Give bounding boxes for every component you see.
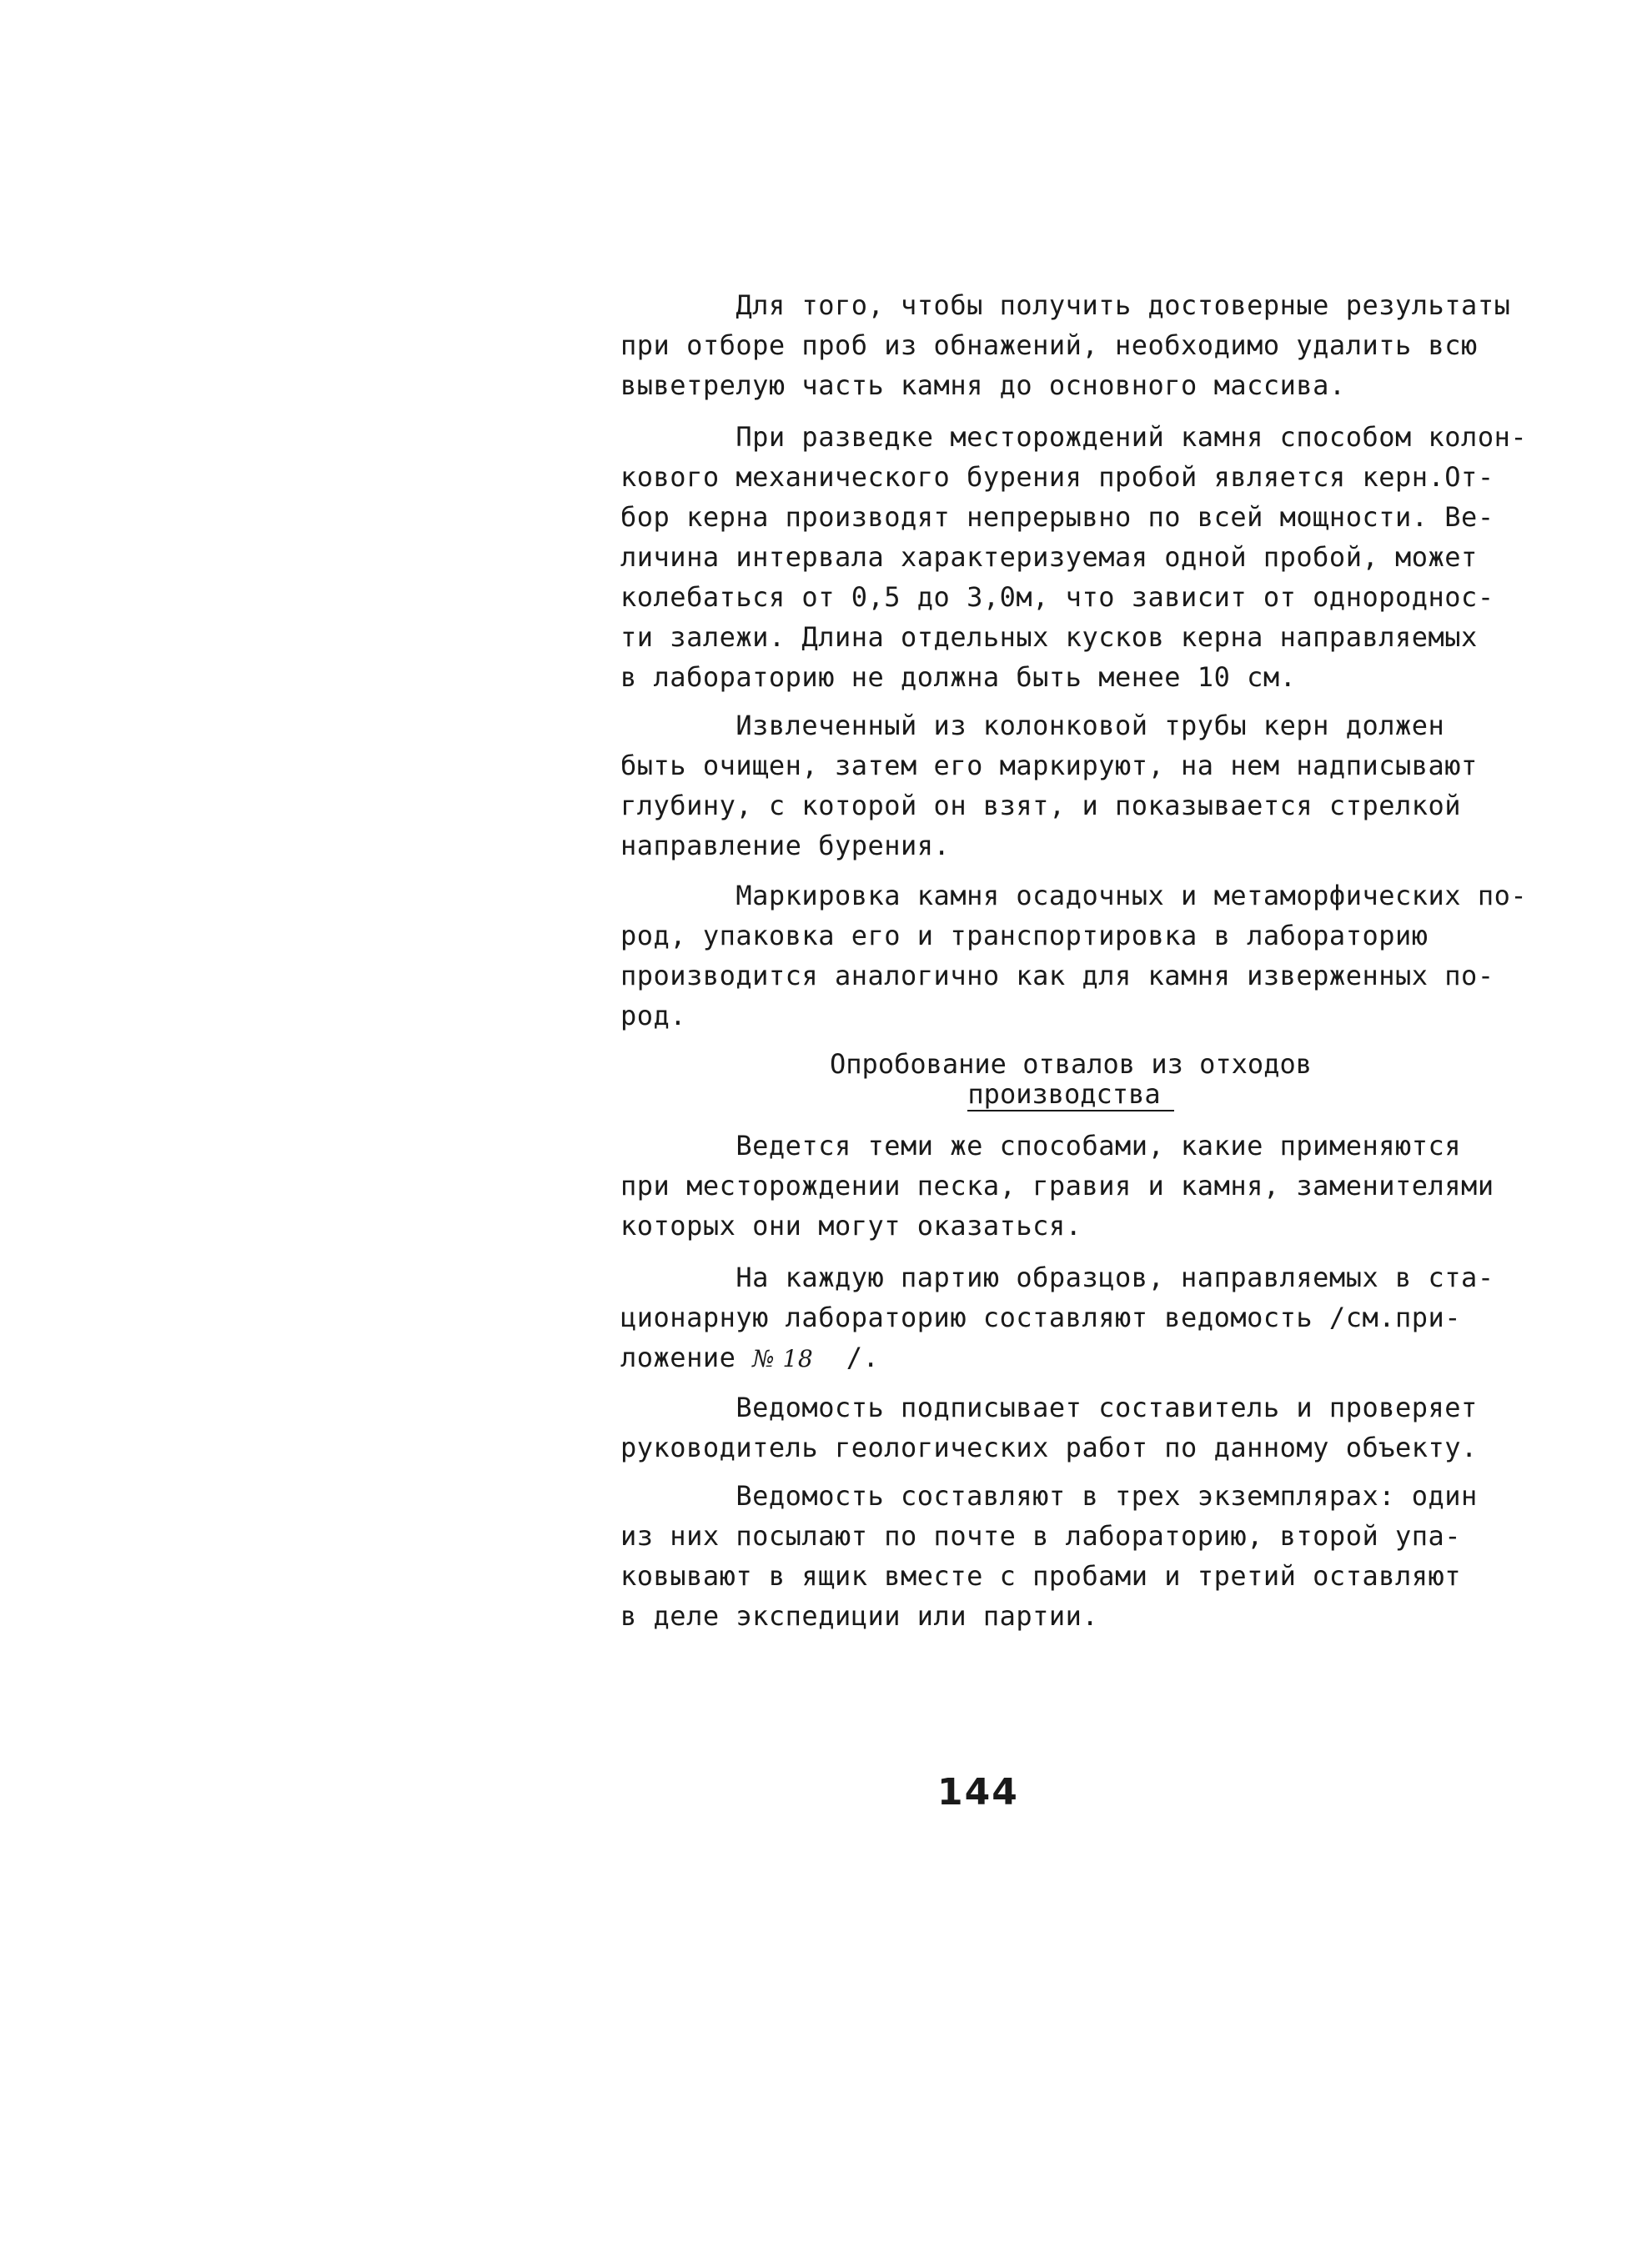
text-line: Извлеченный из колонковой трубы керн должен xyxy=(620,710,1445,741)
text-line: в деле экспедиции или партии. xyxy=(620,1600,1099,1632)
text-line: при месторождении песка, гравия и камня, заменителями xyxy=(620,1170,1494,1202)
note-prefix: ложение xyxy=(620,1342,753,1373)
text-line: при отборе проб из обнажений, необходимо удалить всю xyxy=(620,329,1478,361)
text-line: быть очищен, затем его маркируют, на нем надписывают xyxy=(620,750,1478,781)
section-heading xyxy=(620,1049,1521,1109)
text-line: Ведомость составляют в трех экземплярах: один xyxy=(620,1480,1478,1512)
text-line: в лабораторию не должна быть менее 10 см. xyxy=(620,661,1297,693)
text-line: производится аналогично как для камня изверженных по- xyxy=(620,960,1494,991)
text-line: ти залежи. Длина отдельных кусков керна направляемых xyxy=(620,621,1478,653)
note-suffix: /. xyxy=(813,1342,880,1373)
paragraph-3 xyxy=(620,705,1521,866)
text-line: из них посылают по почте в лабораторию, второй упа- xyxy=(620,1520,1462,1552)
text-line: род. xyxy=(620,1000,687,1031)
text-line: которых они могут оказаться. xyxy=(620,1210,1082,1242)
text-line: личина интервала характеризуемая одной пробой, может xyxy=(620,541,1478,573)
paragraph-8 xyxy=(620,1476,1521,1636)
text-line-with-note xyxy=(620,1337,1521,1377)
text-line: руководитель геологических работ по данному объекту. xyxy=(620,1432,1478,1463)
heading-line-1: Опробование отвалов из отходов xyxy=(830,1048,1312,1080)
text-line: бор керна производят непрерывно по всей мощности. Ве- xyxy=(620,501,1494,533)
paragraph-4 xyxy=(620,876,1528,1036)
text-line: Для того, чтобы получить достоверные результаты xyxy=(620,289,1511,321)
paragraph-6 xyxy=(620,1257,1521,1377)
text-line: колебаться от 0,5 до 3,0м, что зависит от однороднос- xyxy=(620,581,1494,613)
paragraph-2 xyxy=(620,417,1528,697)
text-line: На каждую партию образцов, направляемых в ста- xyxy=(620,1262,1494,1293)
text-line: глубину, с которой он взят, и показывается стрелкой xyxy=(620,790,1462,821)
paragraph-1 xyxy=(620,285,1521,405)
heading-underlined-text: производства xyxy=(967,1078,1173,1111)
text-line: ционарную лабораторию составляют ведомость /см.при- xyxy=(620,1302,1462,1333)
paragraph-7 xyxy=(620,1387,1521,1468)
text-line: направление бурения. xyxy=(620,830,951,861)
text-line: При разведке месторождений камня способом колон- xyxy=(620,421,1528,453)
text-line: Ведомость подписывает составитель и проверяет xyxy=(620,1392,1478,1423)
text-line: ковывают в ящик вместе с пробами и третий оставляют xyxy=(620,1560,1462,1592)
text-line: Ведется теми же способами, какие применяются xyxy=(620,1130,1462,1162)
handwritten-annex-number: № 18 xyxy=(752,1345,814,1372)
paragraph-5 xyxy=(620,1126,1521,1246)
text-line: Маркировка камня осадочных и метаморфических по- xyxy=(620,880,1528,911)
text-line: род, упаковка его и транспортировка в лабораторию xyxy=(620,920,1429,951)
page-number: 144 xyxy=(937,1771,1019,1814)
heading-line-2 xyxy=(620,1079,1521,1109)
text-line: кового механического бурения пробой является керн.От- xyxy=(620,461,1494,493)
text-line: выветрелую часть камня до основного массива. xyxy=(620,369,1346,401)
